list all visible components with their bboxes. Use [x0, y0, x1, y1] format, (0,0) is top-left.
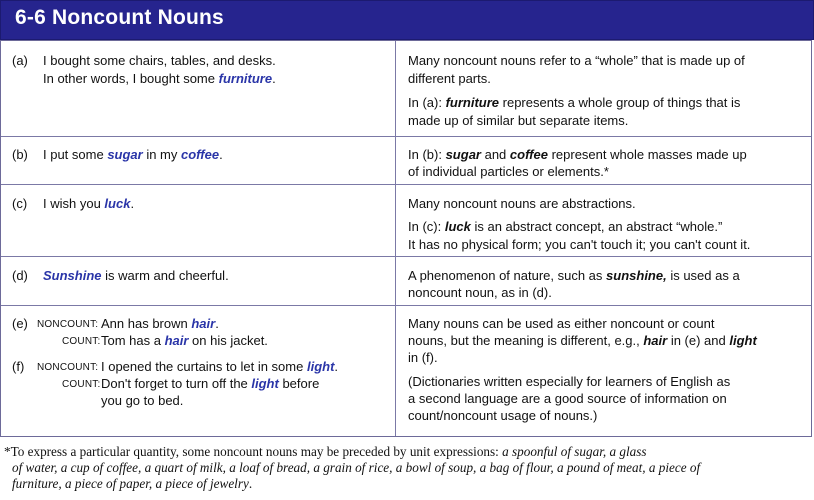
explanation-cell-d: A phenomenon of nature, such as sunshine, is used as a noncount noun, as in (d). [408, 268, 740, 300]
grammar-table [0, 40, 812, 437]
example-line: In other words, I bought some furniture. [43, 71, 276, 86]
example-cell-b: (b) I put some sugar in my coffee. [1, 137, 396, 184]
example-line: Don't forget to turn off the light before [101, 376, 320, 391]
example-line: Tom has a hair on his jacket. [101, 333, 268, 348]
example-line: I wish you luck. [43, 196, 135, 211]
example-cell-ef: (e) NONCOUNT: Ann has brown hair. COUNT: Tom has a hair on his jacket. (f) NONCOUNT: I opened the curtains to let in some light. COUNT: Don't forget to turn off the light before you go to bed. [1, 306, 396, 436]
table-row-b [1, 137, 811, 185]
explanation-cell-b: In (b): sugar and coffee represent whole masses made up of individual particles or elements.* [408, 147, 747, 179]
table-row-c [1, 185, 811, 257]
example-line: Ann has brown hair. [101, 316, 219, 331]
example-line: Sunshine is warm and cheerful. [43, 268, 229, 283]
explanation-cell-c: Many noncount nouns are abstractions. In (c): luck is an abstract concept, an abstract “whole.” It has no physical form; you can't touch it; you can't count it. [408, 196, 751, 252]
example-cell-d: (d) Sunshine is warm and cheerful. [1, 257, 396, 305]
example-cell-c: (c) I wish you luck. [1, 185, 396, 256]
example-line: I put some sugar in my coffee. [43, 147, 223, 162]
explanation-cell-ef: Many nouns can be used as either noncount or count nouns, but the meaning is different, e.g., hair in (e) and light in (f). (Dictionaries written especially for learners of English as a second language are a good source of information on count/noncount usage of nouns.) [408, 316, 757, 423]
example-line: you go to bed. [101, 393, 184, 408]
table-row-a [1, 41, 811, 137]
example-line: I bought some chairs, tables, and desks. [43, 53, 276, 68]
table-row-d [1, 257, 811, 306]
explanation-cell-a: Many noncount nouns refer to a “whole” that is made up of different parts. In (a): furniture represents a whole group of things that is made up of similar but separate items. [408, 53, 745, 128]
section-header [0, 0, 814, 40]
example-cell-a: (a) I bought some chairs, tables, and desks. In other words, I bought some furniture. [1, 41, 396, 136]
example-line: I opened the curtains to let in some light. [101, 359, 339, 374]
table-row-ef [1, 306, 811, 436]
section-title: 6-6 Noncount Nouns [15, 6, 224, 29]
